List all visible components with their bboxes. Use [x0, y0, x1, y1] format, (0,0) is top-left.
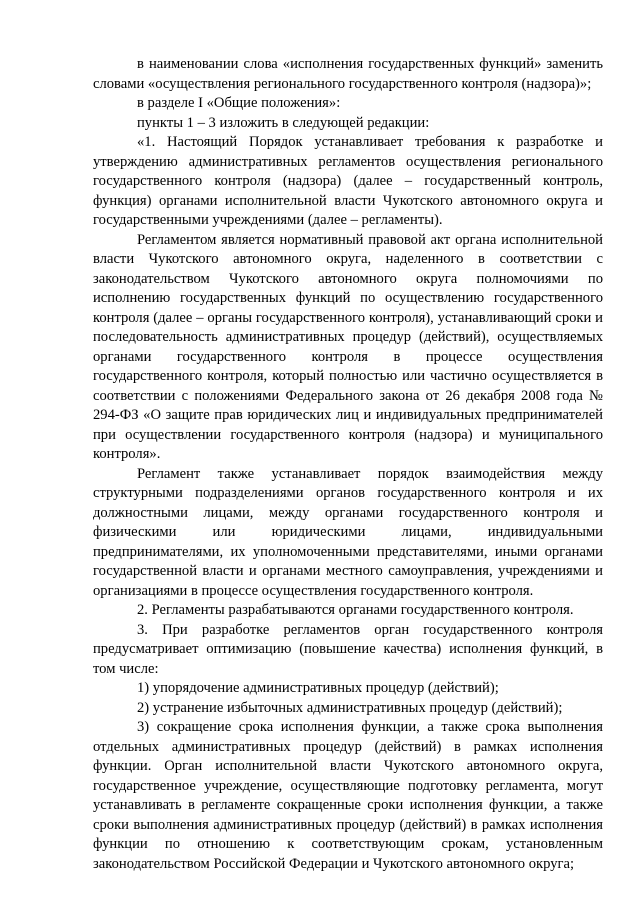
paragraph-point-2: 2. Регламенты разрабатываются органами государственного контроля. — [137, 602, 574, 618]
paragraph-point-3: 3. При разработке регламентов орган государственного контроля предусматривает оптимизацию (повышение качества) исполнения функций, в том числе: — [93, 621, 603, 677]
list-item-1: 1) упорядочение административных процедур (действий); — [137, 680, 499, 696]
paragraph-section-one: в разделе I «Общие положения»: — [137, 95, 341, 111]
paragraph-regulation-definition: Регламентом является нормативный правовой акт органа исполнительной власти Чукотского автономного округа, наделенного в соответствии с законодательством Чукотского автономного округа полномочиями по исполнению государственных функций по осуществлению государственного контроля (далее – органы государственного контроля), устанавливающий сроки и последовательность административных процедур (действий), осуществляемых органами государственного контроля в процессе осуществления государственного контроля, который полностью или частично осуществляется в соответствии с положениями Федерального закона от 26 декабря 2008 года № 294-ФЗ «О защите прав юридических лиц и индивидуальных предпринимателей при осуществлении государственного контроля (надзора) и муниципального контроля». — [93, 231, 603, 462]
paragraph-rename: в наименовании слова «исполнения государственных функций» заменить словами «осуществления регионального государственного контроля (надзора)»; — [93, 56, 603, 92]
paragraph-points-intro: пункты 1 – 3 изложить в следующей редакции: — [137, 114, 430, 131]
list-item-2: 2) устранение избыточных административных процедур (действий); — [137, 699, 563, 716]
paragraph-regulation-interaction: Регламент также устанавливает порядок взаимодействия между структурными подразделениями органов государственного контроля и их должностными лицами, между органами государственного контроля и физическими или юридическими лицами, индивидуальными предпринимателями, их уполномоченными представителями, иными органами государственной власти и органами местного самоуправления, учреждениями и организациями в процессе осуществления государственного контроля. — [93, 465, 603, 599]
paragraph-point-1: «1. Настоящий Порядок устанавливает требования к разработке и утверждению административных регламентов осуществления регионального государственного контроля (надзора) (далее – государственный контроль, функция) органами исполнительной власти Чукотского автономного округа и государственными учреждениями (далее – регламенты). — [93, 134, 603, 228]
list-item-3: 3) сокращение срока исполнения функции, а также срока выполнения отдельных административных процедур (действий) в рамках исполнения функции. Орган исполнительной власти Чукотского автономного округа, государственное учреждение, осуществляющие подготовку регламента, могут устанавливать в регламенте сокращенные сроки исполнения функции, а также сроки выполнения административных процедур (действий) в рамках исполнения функции по отношению к соответствующим срокам, установленным законодательством Российской Федерации и Чукотского автономного округа; — [93, 719, 603, 872]
document-body — [93, 55, 603, 874]
